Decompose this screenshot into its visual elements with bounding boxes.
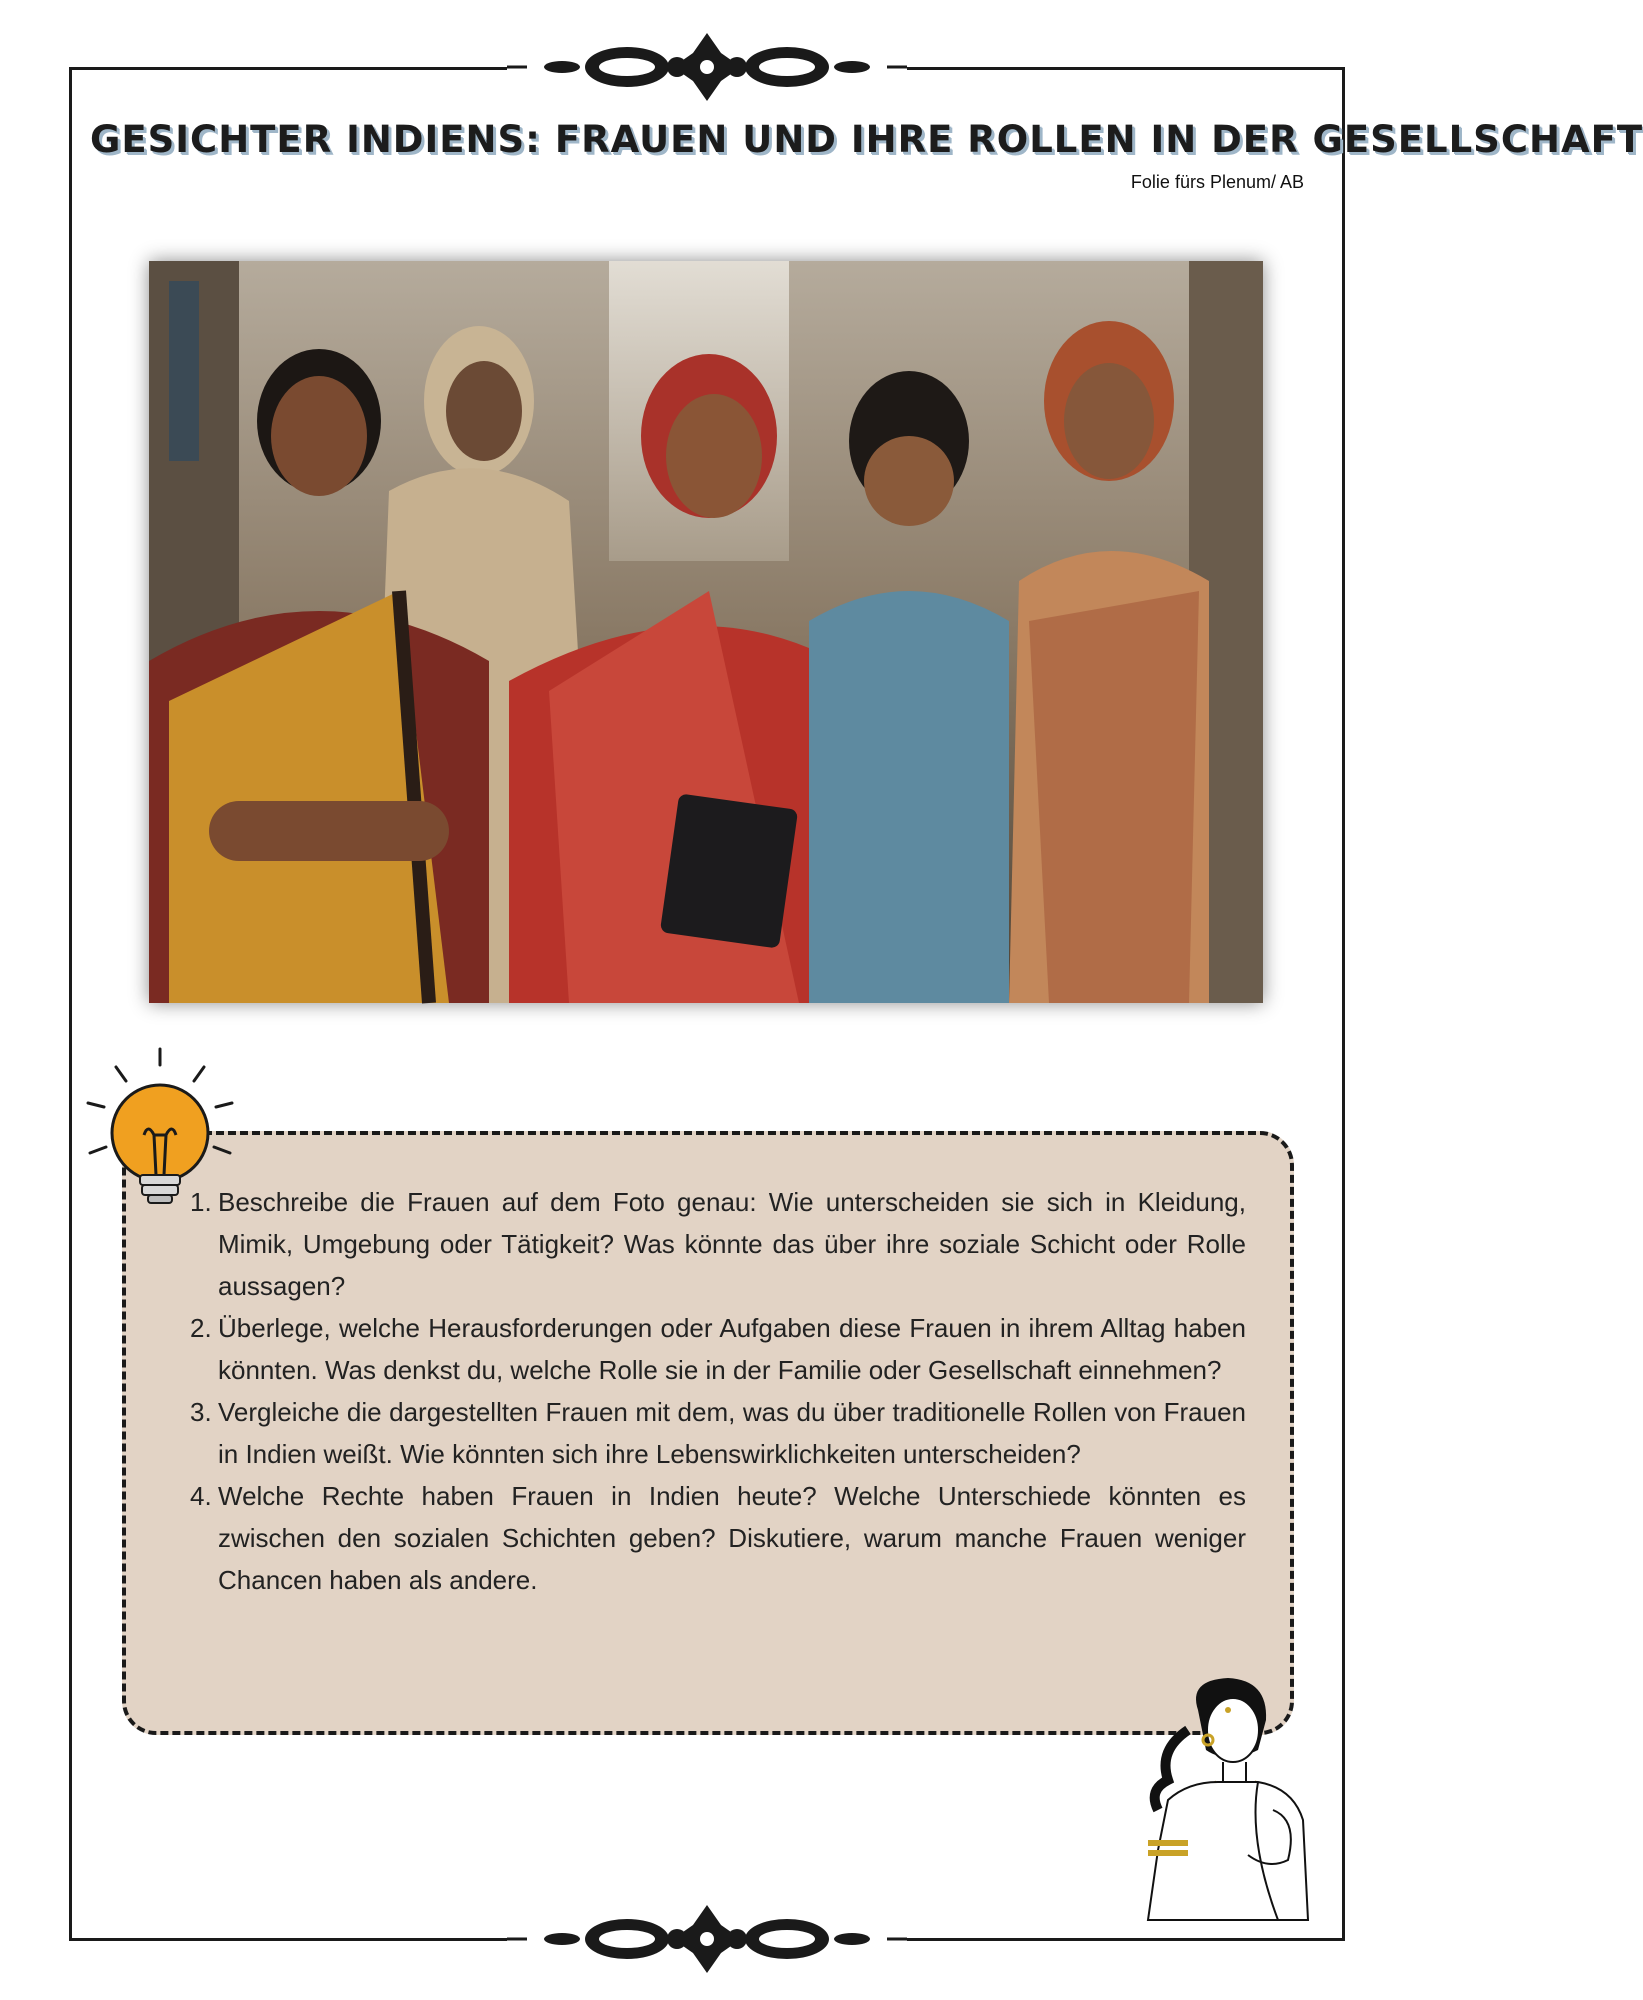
bottom-ornament-icon (507, 1899, 907, 1979)
task-list (190, 1181, 1246, 1601)
task-text: Beschreibe die Frauen auf dem Foto genau: Wie unterscheiden sie sich in Kleidung, Mimik, Umgebung oder Tätigkeit? Was könnte das über ihre soziale Schicht oder Rolle aussagen? (218, 1187, 1246, 1301)
task-text: Vergleiche die dargestellten Frauen mit dem, was du über traditionelle Rollen von Frauen in Indien weißt. Wie könnten sich ihre Lebenswirklichkeiten unterscheiden? (218, 1397, 1246, 1469)
indian-woman-illustration-icon (1128, 1670, 1328, 1920)
task-number: 1. (190, 1187, 212, 1217)
women-photo (149, 261, 1263, 1003)
task-number: 2. (190, 1313, 212, 1343)
task-item (190, 1307, 1246, 1391)
task-item (190, 1475, 1246, 1601)
page-subtitle: Folie fürs Plenum/ AB (1130, 172, 1304, 192)
task-number: 4. (190, 1481, 212, 1511)
task-item (190, 1181, 1246, 1307)
task-item (190, 1391, 1246, 1475)
task-number: 3. (190, 1397, 212, 1427)
task-text: Überlege, welche Herausforderungen oder Aufgaben diese Frauen in ihrem Alltag haben könnten. Was denkst du, welche Rolle sie in der Familie oder Gesellschaft einnehmen? (218, 1313, 1246, 1385)
top-ornament-icon (507, 27, 907, 107)
page-title: GESICHTER INDIENS: FRAUEN UND IHRE ROLLEN IN DER GESELLSCHAFT (90, 118, 1643, 161)
task-text: Welche Rechte haben Frauen in Indien heute? Welche Unterschiede könnten es zwischen den sozialen Schichten geben? Diskutiere, warum manche Frauen weniger Chancen haben als andere. (218, 1481, 1246, 1595)
